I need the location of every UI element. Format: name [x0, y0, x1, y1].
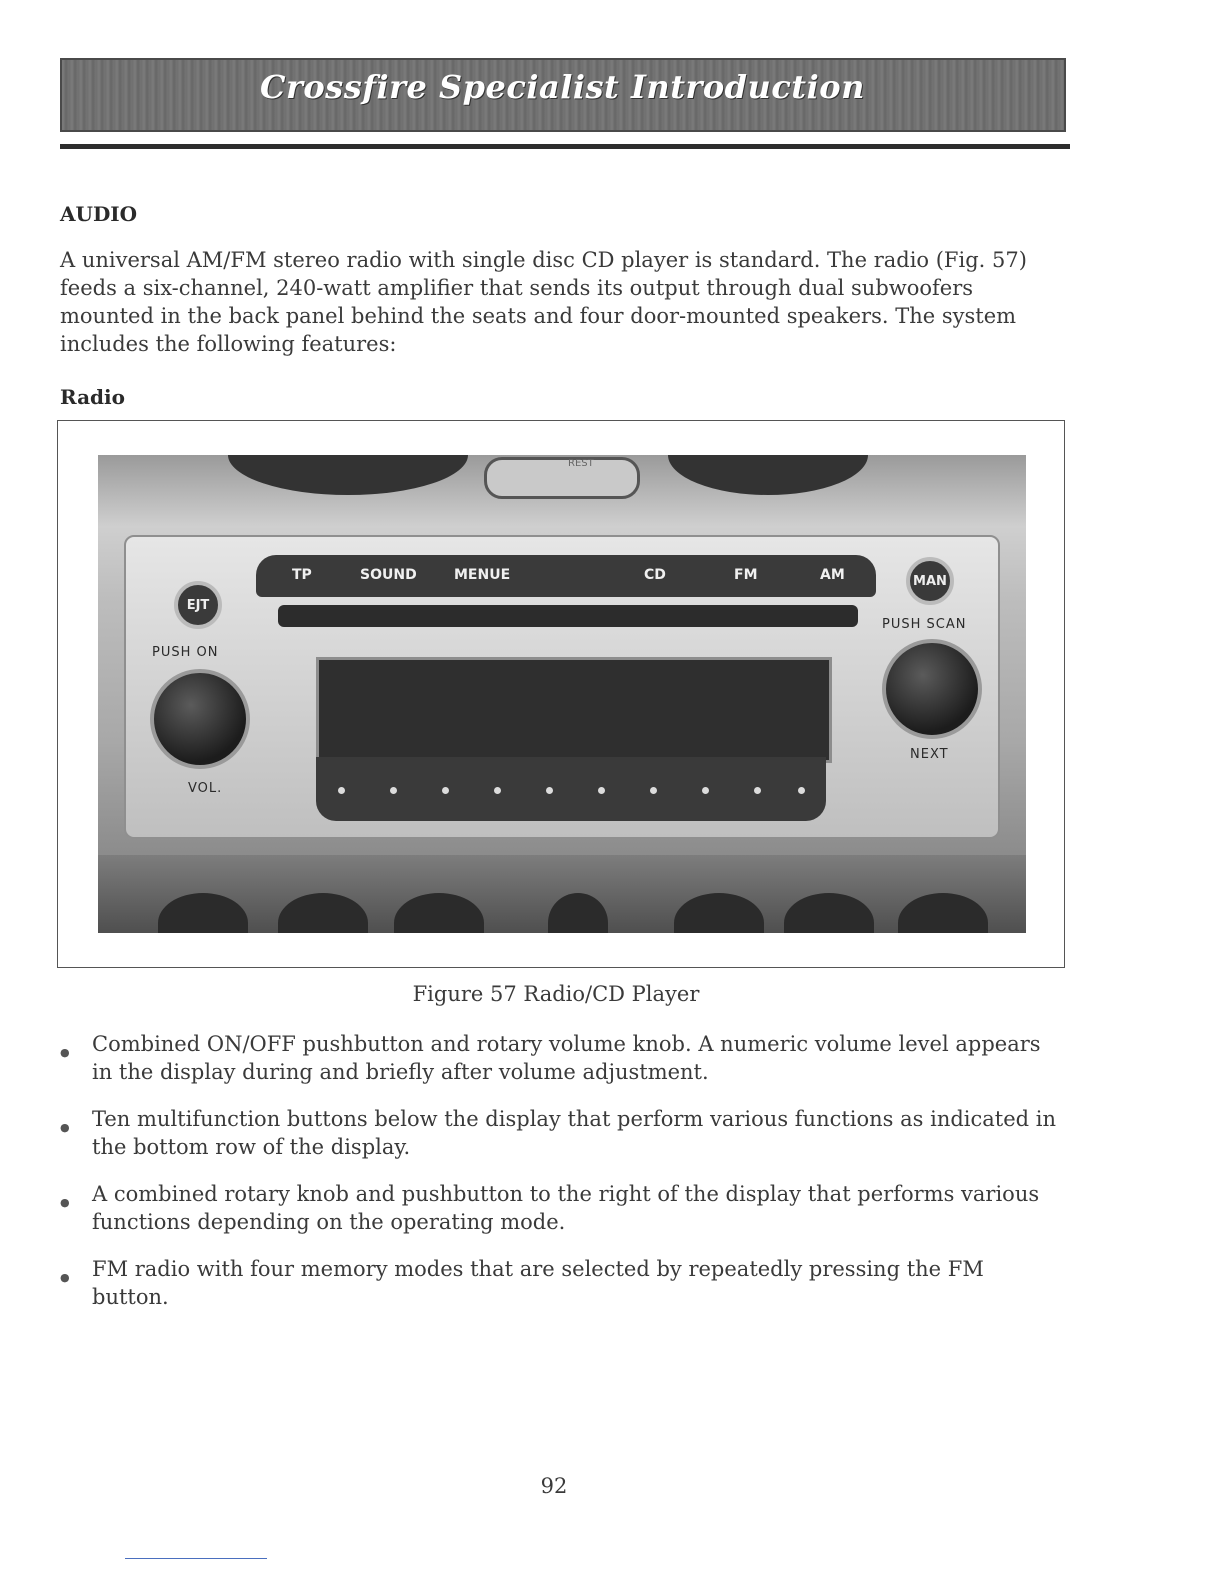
push-on-label: PUSH ON — [152, 645, 219, 660]
rest-label: REST — [568, 458, 594, 469]
multifunction-button-8 — [702, 787, 709, 794]
page-number: 92 — [540, 1474, 568, 1498]
list-item-text: Ten multifunction buttons below the display that perform various functions as indicated in the bottom row of the display. — [92, 1107, 1057, 1159]
section-heading: AUDIO — [60, 202, 138, 226]
climate-dome-1 — [158, 893, 248, 933]
header-divider — [60, 144, 1070, 149]
footer-link-underline — [125, 1558, 267, 1559]
man-label: MAN — [913, 573, 947, 589]
push-scan-label: PUSH SCAN — [882, 617, 967, 632]
am-label: AM — [820, 567, 845, 583]
feature-list — [60, 1030, 1060, 1330]
scan-knob — [882, 639, 982, 739]
subsection-heading: Radio — [60, 385, 125, 409]
rest-button — [484, 457, 640, 499]
climate-dome-6 — [784, 893, 874, 933]
climate-dome-4 — [548, 893, 608, 933]
menue-label: MENUE — [454, 567, 511, 583]
page-title: Crossfire Specialist Introduction — [260, 68, 865, 106]
left-vent — [228, 455, 468, 495]
tp-label: TP — [292, 567, 312, 583]
intro-paragraph: A universal AM/FM stereo radio with single disc CD player is standard. The radio (Fig. 57) feeds a six-channel, 240-watt amplifier that sends its output through dual subwoofers mounted in the back panel behind the seats and four door-mounted speakers. The system includes the following features: — [60, 248, 1027, 356]
radio-photo — [98, 455, 1026, 933]
list-item — [60, 1180, 1060, 1236]
list-item — [60, 1030, 1060, 1086]
climate-dome-3 — [394, 893, 484, 933]
climate-dome-2 — [278, 893, 368, 933]
vol-label: VOL. — [188, 781, 223, 796]
list-item-text: FM radio with four memory modes that are selected by repeatedly pressing the FM button. — [92, 1257, 984, 1309]
list-item-text: Combined ON/OFF pushbutton and rotary volume knob. A numeric volume level appears in the display during and briefly after volume adjustment. — [92, 1032, 1041, 1084]
cd-slot — [278, 605, 858, 627]
right-vent — [668, 455, 868, 495]
cd-label: CD — [644, 567, 666, 583]
multifunction-buttons — [316, 757, 826, 821]
sound-label: SOUND — [360, 567, 417, 583]
climate-control-panel — [98, 855, 1026, 933]
eject-button — [174, 581, 222, 629]
figure-caption: Figure 57 Radio/CD Player — [412, 982, 700, 1006]
list-item — [60, 1255, 1060, 1311]
multifunction-button-6 — [598, 787, 605, 794]
man-button — [906, 557, 954, 605]
fm-label: FM — [734, 567, 758, 583]
multifunction-button-10 — [798, 787, 805, 794]
climate-dome-5 — [674, 893, 764, 933]
radio-display — [316, 657, 832, 763]
multifunction-button-7 — [650, 787, 657, 794]
volume-knob — [150, 669, 250, 769]
multifunction-button-1 — [338, 787, 345, 794]
climate-dome-7 — [898, 893, 988, 933]
bullet-icon: ● — [60, 1121, 70, 1134]
bullet-icon: ● — [60, 1196, 70, 1209]
multifunction-button-2 — [390, 787, 397, 794]
header-banner — [60, 58, 1066, 132]
bullet-icon: ● — [60, 1046, 70, 1059]
next-label: NEXT — [910, 747, 949, 762]
multifunction-button-4 — [494, 787, 501, 794]
multifunction-button-5 — [546, 787, 553, 794]
figure-frame — [57, 420, 1065, 968]
list-item-text: A combined rotary knob and pushbutton to the right of the display that performs various functions depending on the operating mode. — [92, 1182, 1040, 1234]
bullet-icon: ● — [60, 1271, 70, 1284]
multifunction-button-3 — [442, 787, 449, 794]
function-button-strip — [256, 555, 876, 597]
eject-label: EJT — [186, 597, 210, 613]
multifunction-button-9 — [754, 787, 761, 794]
list-item — [60, 1105, 1060, 1161]
